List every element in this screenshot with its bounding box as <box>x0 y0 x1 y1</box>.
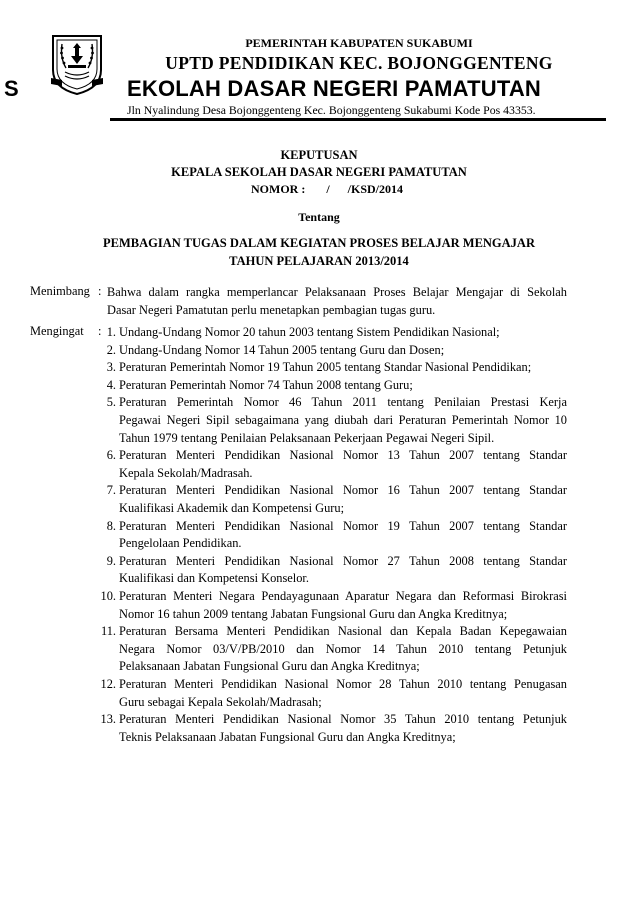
mengingat-item-line: Tahun 1979 tentang Penilaian Pelaksanaan Pekerjaan Pegawai Negeri Sipil. <box>119 430 495 445</box>
mengingat-item-line: Kualifikasi Akademik dan Kompetensi Guru; <box>119 500 345 515</box>
mengingat-item-line: Kepala Sekolah/Madrasah. <box>119 465 253 480</box>
mengingat-item-number: 1. <box>106 325 116 339</box>
mengingat-item-number: 6. <box>106 448 116 463</box>
mengingat-item-line: Peraturan Menteri Negara Pendayagunaan Aparatur Negara dan Reformasi Birokrasi <box>119 589 567 603</box>
mengingat-item-line: Peraturan Menteri Pendidikan Nasional Nomor 13 Tahun 2007 tentang Standar <box>119 448 567 463</box>
menimbang-text <box>107 284 567 319</box>
mengingat-item-text <box>119 359 567 377</box>
subject-line-1: PEMBAGIAN TUGAS DALAM KEGIATAN PROSES BELAJAR MENGAJAR <box>103 236 535 250</box>
subject-line-2: TAHUN PELAJARAN 2013/2014 <box>229 254 409 268</box>
mengingat-item-line: Peraturan Menteri Pendidikan Nasional Nomor 35 Tahun 2010 tentang Petunjuk <box>119 712 567 727</box>
letterhead-divider <box>110 118 606 121</box>
mengingat-item-number: 5. <box>106 395 116 410</box>
mengingat-colon: : <box>98 324 102 338</box>
mengingat-item-text <box>119 394 567 447</box>
mengingat-item-text <box>119 482 567 517</box>
mengingat-item-line: Negara Nomor 03/V/PB/2010 dan Nomor 14 Tahun 2010 tentang Petunjuk <box>119 641 567 656</box>
menimbang-colon: : <box>98 284 102 298</box>
mengingat-item-line: Peraturan Menteri Pendidikan Nasional Nomor 28 Tahun 2010 tentang Penugasan <box>119 677 567 691</box>
menimbang-label: Menimbang <box>30 284 90 298</box>
mengingat-item-text <box>119 553 567 588</box>
school-name-initial: S <box>4 76 19 101</box>
mengingat-item-line: Pengelolaan Pendidikan. <box>119 536 242 551</box>
mengingat-item-line: Peraturan Pemerintah Nomor 46 Tahun 2011 tentang Penilaian Prestasi Kerja <box>119 395 567 410</box>
mengingat-item-line: Pelaksanaan Jabatan Fungsional Guru dan Angka Kreditnya; <box>119 659 420 674</box>
mengingat-item-number: 12. <box>100 677 116 691</box>
mengingat-item-line: Undang-Undang Nomor 14 Tahun 2005 tentang Guru dan Dosen; <box>119 342 445 357</box>
mengingat-item-line: Peraturan Menteri Pendidikan Nasional Nomor 19 Tahun 2007 tentang Standar <box>119 518 567 533</box>
mengingat-item-line: Peraturan Pemerintah Nomor 19 Tahun 2005 tentang Standar Nasional Pendidikan; <box>119 360 532 375</box>
mengingat-item-number: 2. <box>106 342 116 357</box>
mengingat-item-text <box>119 342 567 360</box>
mengingat-item-line: Peraturan Bersama Menteri Pendidikan Nasional dan Kepala Badan Kepegawaian <box>119 624 567 639</box>
mengingat-item-text <box>119 676 567 711</box>
mengingat-item-text <box>119 588 567 623</box>
decree-number: NOMOR : / /KSD/2014 <box>251 182 403 196</box>
mengingat-item-line: Nomor 16 tahun 2009 tentang Jabatan Fungsional Guru dan Angka Kreditnya; <box>119 606 508 621</box>
mengingat-item-number: 7. <box>106 483 116 498</box>
mengingat-item-text <box>119 377 567 395</box>
mengingat-item-line: Peraturan Menteri Pendidikan Nasional Nomor 27 Tahun 2008 tentang Standar <box>119 553 567 568</box>
decree-title: KEPUTUSAN <box>280 148 358 162</box>
menimbang-line: Bahwa dalam rangka memperlancar Pelaksanaan Proses Belajar Mengajar di Sekolah <box>107 285 567 299</box>
mengingat-item-line: Peraturan Pemerintah Nomor 74 Tahun 2008 tentang Guru; <box>119 377 413 392</box>
menimbang-line: Dasar Negeri Pamatutan perlu menetapkan pembagian tugas guru. <box>107 302 436 317</box>
mengingat-item-number: 13. <box>100 712 116 727</box>
mengingat-item-text <box>119 518 567 553</box>
government-title: PEMERINTAH KABUPATEN SUKABUMI <box>245 36 473 50</box>
mengingat-item-text <box>119 711 567 746</box>
mengingat-item-line: Undang-Undang Nomor 20 tahun 2003 tentang Sistem Pendidikan Nasional; <box>119 325 500 339</box>
mengingat-item-number: 9. <box>106 553 116 568</box>
mengingat-item-text <box>119 447 567 482</box>
about-label: Tentang <box>298 210 340 224</box>
mengingat-item-line: Kualifikasi dan Kompetensi Konselor. <box>119 571 309 586</box>
mengingat-item-number: 10. <box>100 589 116 603</box>
mengingat-item-line: Guru sebagai Kepala Sekolah/Madrasah; <box>119 694 322 709</box>
mengingat-item-line: Teknis Pelaksanaan Jabatan Fungsional Guru dan Angka Kreditnya; <box>119 729 456 744</box>
school-address: Jln Nyalindung Desa Bojonggenteng Kec. Bojonggenteng Sukabumi Kode Pos 43353. <box>127 103 536 117</box>
mengingat-item-line: Pegawai Negeri Sipil sebagaimana yang diubah dari Peraturan Pemerintah Nomor 10 <box>119 412 567 427</box>
mengingat-item-number: 11. <box>100 624 116 639</box>
mengingat-item-number: 4. <box>106 377 116 392</box>
mengingat-item-text <box>119 623 567 676</box>
unit-title: UPTD PENDIDIKAN KEC. BOJONGGENTENG <box>165 53 553 73</box>
decree-issuer: KEPALA SEKOLAH DASAR NEGERI PAMATUTAN <box>171 165 467 179</box>
mengingat-item-text <box>119 324 567 342</box>
school-name: EKOLAH DASAR NEGERI PAMATUTAN <box>127 76 542 101</box>
mengingat-label: Mengingat <box>30 324 84 338</box>
mengingat-item-number: 3. <box>106 360 116 375</box>
mengingat-item-line: Peraturan Menteri Pendidikan Nasional Nomor 16 Tahun 2007 tentang Standar <box>119 483 567 498</box>
mengingat-item-number: 8. <box>106 518 116 533</box>
